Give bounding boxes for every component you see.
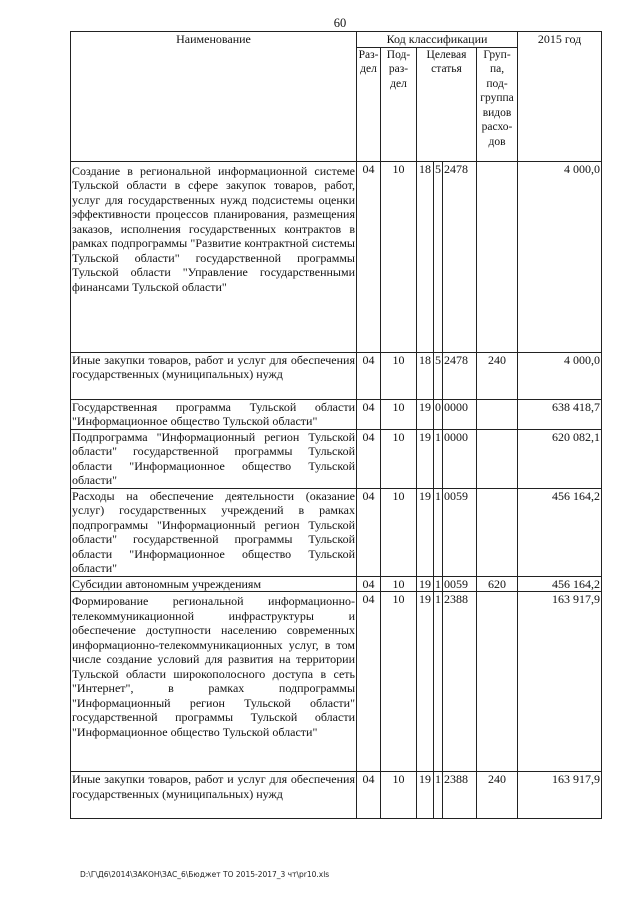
cell-target-program: 19 [417, 429, 434, 488]
header-name: Наименование [71, 32, 357, 162]
file-path-footer: D:\Г\Д6\2014\ЗАКОН\ЗАС_6\Бюджет ТО 2015-2017_3 чт\pr10.xls [80, 870, 330, 879]
header-section: Раз-дел [357, 47, 381, 161]
cell-target-program: 18 [417, 352, 434, 399]
cell-target-direction: 2388 [443, 772, 477, 819]
cell-target-direction: 0000 [443, 399, 477, 429]
header-row-1 [71, 32, 602, 48]
row-name: Подпрограмма "Информационный регион Тульской области" государственной программы Тульской области "Информационное общество Тульской области" [72, 429, 355, 487]
cell-amount: 163 917,9 [518, 592, 602, 772]
cell-target-program: 19 [417, 576, 434, 592]
cell-target-subprogram: 1 [434, 592, 443, 772]
cell-expense-group [477, 399, 518, 429]
cell-expense-group: 240 [477, 772, 518, 819]
cell-target-program: 19 [417, 772, 434, 819]
header-year: 2015 год [518, 32, 602, 162]
page-number: 60 [333, 16, 347, 30]
cell-subsection: 10 [381, 429, 417, 488]
table-row [71, 576, 602, 592]
cell-target-subprogram: 5 [434, 352, 443, 399]
header-subsection: Под-раз-дел [381, 47, 417, 161]
table-row [71, 488, 602, 576]
table-row [71, 429, 602, 488]
cell-target-program: 19 [417, 399, 434, 429]
cell-section: 04 [357, 576, 381, 592]
cell-subsection: 10 [381, 352, 417, 399]
cell-target-direction: 0059 [443, 576, 477, 592]
cell-section: 04 [357, 399, 381, 429]
table-row [71, 161, 602, 352]
row-name: Формирование региональной информационно-телекоммуникационной инфраструктуры и обеспечение доступности населению современных информационно-телекоммуникационных услуг, в том числе создание условий для развития на территории Тульской области широкополосного доступа в сеть "Интернет", в рамках подпрограммы "Информационный регион Тульской области" государственной программы Тульской области "Информационное общество Тульской области" [71, 592, 357, 772]
cell-target-program: 19 [417, 488, 434, 576]
row-name: Расходы на обеспечение деятельности (оказание услуг) государственных учреждений в рамках подпрограммы "Информационный регион Тульской области" государственной программы Тульской области "Информационное общество Тульской области" [72, 488, 355, 575]
cell-expense-group [477, 161, 518, 352]
cell-amount: 638 418,7 [518, 399, 602, 429]
cell-subsection: 10 [381, 772, 417, 819]
cell-section: 04 [357, 592, 381, 772]
row-name: Субсидии автономным учреждениям [71, 576, 357, 592]
cell-expense-group [477, 592, 518, 772]
cell-subsection: 10 [381, 592, 417, 772]
cell-target-direction: 0000 [443, 429, 477, 488]
cell-target-subprogram: 1 [435, 576, 441, 591]
cell-amount: 620 082,1 [518, 429, 602, 488]
cell-expense-group [477, 488, 518, 576]
table-row [71, 592, 602, 772]
header-expense-group: Груп-па, под-группа видов расхо-дов [477, 47, 518, 161]
cell-target-direction: 2478 [443, 161, 477, 352]
cell-target-program: 19 [417, 592, 434, 772]
cell-section: 04 [357, 772, 381, 819]
cell-target-subprogram: 1 [434, 429, 443, 488]
cell-section: 04 [357, 488, 381, 576]
table-row [71, 772, 602, 819]
cell-amount: 163 917,9 [518, 772, 602, 819]
table-row [71, 399, 602, 429]
cell-target-subprogram: 1 [434, 488, 443, 576]
cell-section: 04 [357, 352, 381, 399]
cell-target-subprogram: 0 [434, 399, 443, 429]
cell-target-subprogram: 1 [434, 772, 443, 819]
row-name: Государственная программа Тульской области "Информационное общество Тульской области" [72, 399, 355, 428]
cell-subsection: 10 [381, 161, 417, 352]
cell-target-direction: 2388 [443, 592, 477, 772]
cell-target-subprogram: 5 [434, 161, 443, 352]
header-target-article: Целевая статья [417, 47, 477, 161]
cell-expense-group: 620 [477, 576, 518, 592]
cell-section: 04 [357, 161, 381, 352]
header-classification: Код классификации [357, 32, 518, 48]
cell-amount: 456 164,2 [518, 488, 602, 576]
row-name: Создание в региональной информационной системе Тульской области в сфере закупок товаров, работ, услуг для государственных нужд подсистемы оценки эффективности процессов планирования, размещения заказов, исполнения государственных контрактов в рамках подпрограммы "Развитие контрактной системы Тульской области" государственной программы Тульской области "Управление государственными финансами Тульской области" [71, 161, 357, 352]
cell-section: 04 [357, 429, 381, 488]
cell-subsection: 10 [381, 399, 417, 429]
cell-expense-group [477, 429, 518, 488]
row-name: Иные закупки товаров, работ и услуг для обеспечения государственных (муниципальных) нужд [71, 772, 357, 819]
table-row [71, 352, 602, 399]
cell-target-direction: 2478 [443, 352, 477, 399]
row-name: Иные закупки товаров, работ и услуг для обеспечения государственных (муниципальных) нужд [71, 352, 357, 399]
cell-amount: 4 000,0 [518, 352, 602, 399]
cell-target-program: 18 [417, 161, 434, 352]
cell-target-direction: 0059 [443, 488, 477, 576]
cell-expense-group: 240 [477, 352, 518, 399]
cell-subsection: 10 [381, 488, 417, 576]
cell-subsection: 10 [381, 576, 417, 592]
cell-amount: 456 164,2 [518, 576, 602, 592]
cell-amount: 4 000,0 [518, 161, 602, 352]
budget-table [70, 31, 602, 819]
